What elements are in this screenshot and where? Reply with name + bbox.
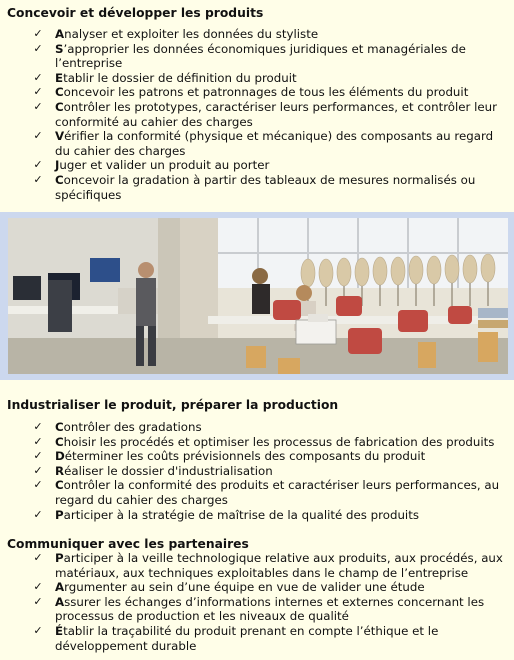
- list-item: ✓ Participer à la stratégie de maîtrise de la qualité des produits: [0, 508, 514, 523]
- checkmark-icon: ✓: [33, 507, 43, 521]
- list-item: ✓ Contrôler des gradations: [0, 420, 514, 435]
- list-item: ✓ Concevoir les patrons et patronnages de tous les éléments du produit: [0, 85, 514, 100]
- classroom-photo: [8, 218, 508, 374]
- list-item: ✓ Assurer les échanges d’informations internes et externes concernant les processus de production et les niveaux de qualité: [0, 595, 514, 624]
- list-item: ✓ Analyser et exploiter les données du styliste: [0, 27, 514, 42]
- list-item: ✓ S’approprier les données économiques juridiques et managériales de l’entreprise: [0, 42, 514, 71]
- list-item: ✓ Réaliser le dossier d'industrialisation: [0, 464, 514, 479]
- classroom-photo-illustration: [8, 218, 508, 374]
- checkmark-icon: ✓: [33, 70, 43, 84]
- checkmark-icon: ✓: [33, 449, 43, 463]
- checkmark-icon: ✓: [33, 551, 43, 564]
- list-item: ✓ Déterminer les coûts prévisionnels des composants du produit: [0, 449, 514, 464]
- list-item: ✓ Contrôler les prototypes, caractériser leurs performances, et contrôler leur conformité au cahier des charges: [0, 100, 514, 129]
- checkmark-icon: ✓: [33, 158, 43, 172]
- list-item: ✓ Établir la traçabilité du produit prenant en compte l’éthique et le développement durable: [0, 624, 514, 653]
- section-title: Concevoir et développer les produits: [7, 6, 264, 20]
- list-item: ✓ Concevoir la gradation à partir des tableaux de mesures normalisés ou spécifiques: [0, 173, 514, 202]
- list-item: ✓ Argumenter au sein d’une équipe en vue de valider une étude: [0, 580, 514, 595]
- checkmark-icon: ✓: [33, 420, 43, 433]
- checkmark-icon: ✓: [33, 478, 43, 492]
- list-item: ✓ Vérifier la conformité (physique et mécanique) des composants au regard du cahier des charges: [0, 129, 514, 158]
- list-item: ✓ Etablir le dossier de définition du produit: [0, 71, 514, 86]
- checkmark-icon: ✓: [33, 580, 43, 594]
- item-list: [0, 551, 514, 653]
- checkmark-icon: ✓: [33, 99, 43, 113]
- checkmark-icon: ✓: [33, 27, 43, 40]
- checkmark-icon: ✓: [33, 463, 43, 477]
- item-list: [0, 27, 514, 202]
- list-item: ✓ Choisir les procédés et optimiser les processus de fabrication des produits: [0, 435, 514, 450]
- checkmark-icon: ✓: [33, 623, 43, 637]
- list-item: ✓ Juger et valider un produit au porter: [0, 158, 514, 173]
- checkmark-icon: ✓: [33, 41, 43, 55]
- checkmark-icon: ✓: [33, 85, 43, 99]
- checkmark-icon: ✓: [33, 129, 43, 143]
- list-item: ✓ Contrôler la conformité des produits et caractériser leurs performances, au regard du cahier des charges: [0, 478, 514, 507]
- section-title: Communiquer avec les partenaires: [7, 537, 249, 551]
- checkmark-icon: ✓: [33, 172, 43, 186]
- section-title: Industrialiser le produit, préparer la production: [7, 398, 339, 412]
- item-list: [0, 420, 514, 522]
- checkmark-icon: ✓: [33, 594, 43, 608]
- list-item: ✓ Participer à la veille technologique relative aux produits, aux procédés, aux matériaux, aux techniques exploitables dans le champ de l’entreprise: [0, 551, 514, 580]
- checkmark-icon: ✓: [33, 434, 43, 448]
